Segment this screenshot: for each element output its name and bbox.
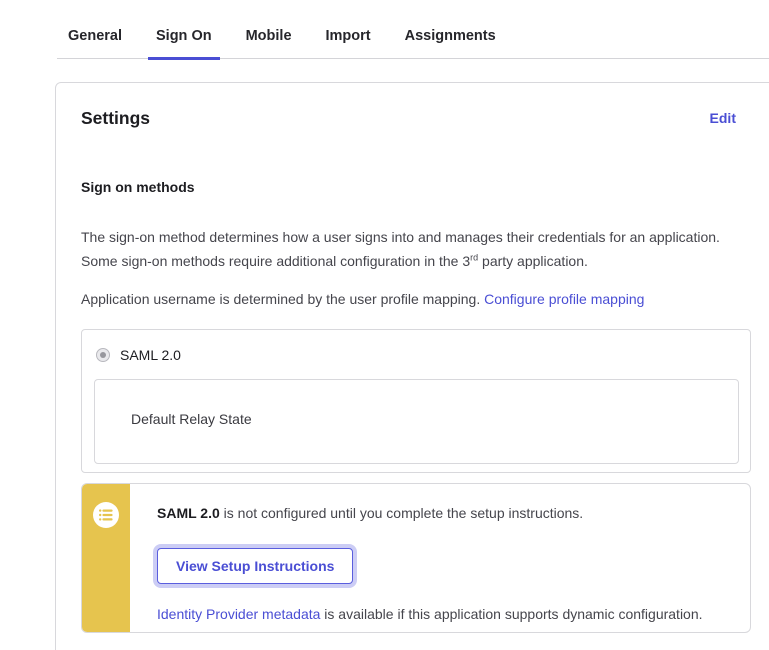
warning-stripe bbox=[82, 484, 130, 632]
list-icon bbox=[93, 502, 119, 533]
default-relay-state-label: Default Relay State bbox=[131, 411, 252, 427]
tab-sign-on[interactable]: Sign On bbox=[148, 28, 220, 58]
callout-content bbox=[130, 484, 723, 632]
not-configured-message: SAML 2.0 is not configured until you complete the setup instructions. bbox=[157, 505, 584, 521]
saml-radio-row bbox=[96, 347, 739, 362]
sign-on-methods-heading: Sign on methods bbox=[81, 179, 195, 195]
tab-import[interactable]: Import bbox=[325, 28, 371, 44]
metadata-note: Identity Provider metadata is available if this application supports dynamic configuration. bbox=[157, 606, 703, 622]
saml-option-box bbox=[81, 329, 751, 473]
sign-on-method-description: The sign-on method determines how a user signs into and manages their credentials for an application. Some sign-on methods require additional configuration in the 3rd party application. bbox=[81, 229, 720, 269]
page-title: Settings bbox=[81, 108, 151, 128]
tab-assignments[interactable]: Assignments bbox=[404, 28, 496, 44]
identity-provider-metadata-link[interactable]: Identity Provider metadata bbox=[157, 606, 321, 622]
edit-link[interactable]: Edit bbox=[709, 110, 736, 126]
tab-mobile[interactable]: Mobile bbox=[245, 28, 292, 44]
tab-general[interactable]: General bbox=[68, 28, 122, 44]
superscript-rd: rd bbox=[470, 252, 479, 263]
saml-radio-button[interactable] bbox=[96, 348, 110, 362]
username-mapping-note: Application username is determined by the user profile mapping. Configure profile mapping bbox=[81, 291, 645, 307]
settings-card-header bbox=[56, 83, 769, 129]
configure-profile-mapping-link[interactable]: Configure profile mapping bbox=[484, 291, 645, 307]
app-tabs bbox=[57, 0, 769, 59]
saml-option-label: SAML 2.0 bbox=[120, 346, 181, 363]
default-relay-state-box bbox=[94, 379, 739, 464]
setup-warning-callout bbox=[81, 483, 751, 633]
settings-card bbox=[55, 82, 769, 650]
view-setup-instructions-button[interactable]: View Setup Instructions bbox=[157, 548, 353, 584]
